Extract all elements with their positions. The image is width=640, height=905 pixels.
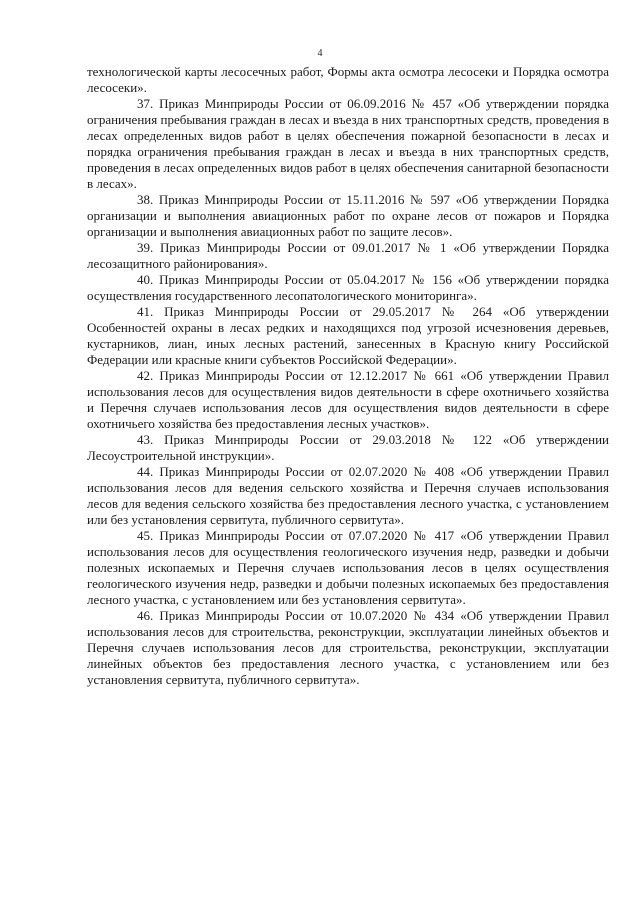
list-item-40: 40. Приказ Минприроды России от 05.04.2017 № 156 «Об утверждении порядка осуществления государственного лесопатологического мониторинга».: [87, 272, 609, 303]
list-item-43: 43. Приказ Минприроды России от 29.03.2018 № 122 «Об утверждении Лесоустроительной инструкции».: [87, 432, 609, 463]
list-item-44: 44. Приказ Минприроды России от 02.07.2020 № 408 «Об утверждении Правил использования лесов для ведения сельского хозяйства и Перечня случаев использования лесов для ведения сельского хозяйства без предоставления лесного участка, с установлением или без установления сервитута, публичного сервитута».: [87, 464, 609, 527]
list-item-46: 46. Приказ Минприроды России от 10.07.2020 № 434 «Об утверждении Правил использования лесов для строительства, реконструкции, эксплуатации линейных объектов и Перечня случаев использования лесов для строительства, реконструкции, эксплуатации линейных объектов без предоставления лесного участка, с установлением или без установления сервитута, публичного сервитута».: [87, 608, 609, 687]
list-item-41: 41. Приказ Минприроды России от 29.05.2017 № 264 «Об утверждении Особенностей охраны в лесах редких и находящихся под угрозой исчезновения деревьев, кустарников, лиан, иных лесных растений, занесенных в Красную книгу Российской Федерации или красные книги субъектов Российской Федерации».: [87, 304, 609, 367]
page-number: 4: [317, 48, 323, 59]
continuation-paragraph: технологической карты лесосечных работ, Формы акта осмотра лесосеки и Порядка осмотра лесосеки».: [87, 64, 609, 95]
list-item-39: 39. Приказ Минприроды России от 09.01.2017 № 1 «Об утверждении Порядка лесозащитного районирования».: [87, 240, 609, 271]
list-item-37: 37. Приказ Минприроды России от 06.09.2016 № 457 «Об утверждении порядка ограничения пребывания граждан в лесах и въезда в них транспортных средств, проведения в лесах определенных видов работ в целях обеспечения пожарной безопасности в лесах и порядка ограничения пребывания граждан в лесах и въезда в них транспортных средств, проведения в лесах определенных видов работ в целях обеспечения санитарной безопасности в лесах».: [87, 96, 609, 191]
document-body: [87, 64, 609, 688]
list-item-42: 42. Приказ Минприроды России от 12.12.2017 № 661 «Об утверждении Правил использования лесов для осуществления видов деятельности в сфере охотничьего хозяйства и Перечня случаев использования лесов для осуществления видов деятельности в сфере охотничьего хозяйства без предоставления лесных участков».: [87, 368, 609, 431]
list-item-45: 45. Приказ Минприроды России от 07.07.2020 № 417 «Об утверждении Правил использования лесов для осуществления геологического изучения недр, разведки и добычи полезных ископаемых и Перечня случаев использования лесов в целях осуществления геологического изучения недр, разведки и добычи полезных ископаемых без предоставления лесного участка, с установлением или без установления сервитута».: [87, 528, 609, 607]
list-item-38: 38. Приказ Минприроды России от 15.11.2016 № 597 «Об утверждении Порядка организации и выполнения авиационных работ по охране лесов от пожаров и Порядка организации и выполнения авиационных работ по защите лесов».: [87, 192, 609, 239]
